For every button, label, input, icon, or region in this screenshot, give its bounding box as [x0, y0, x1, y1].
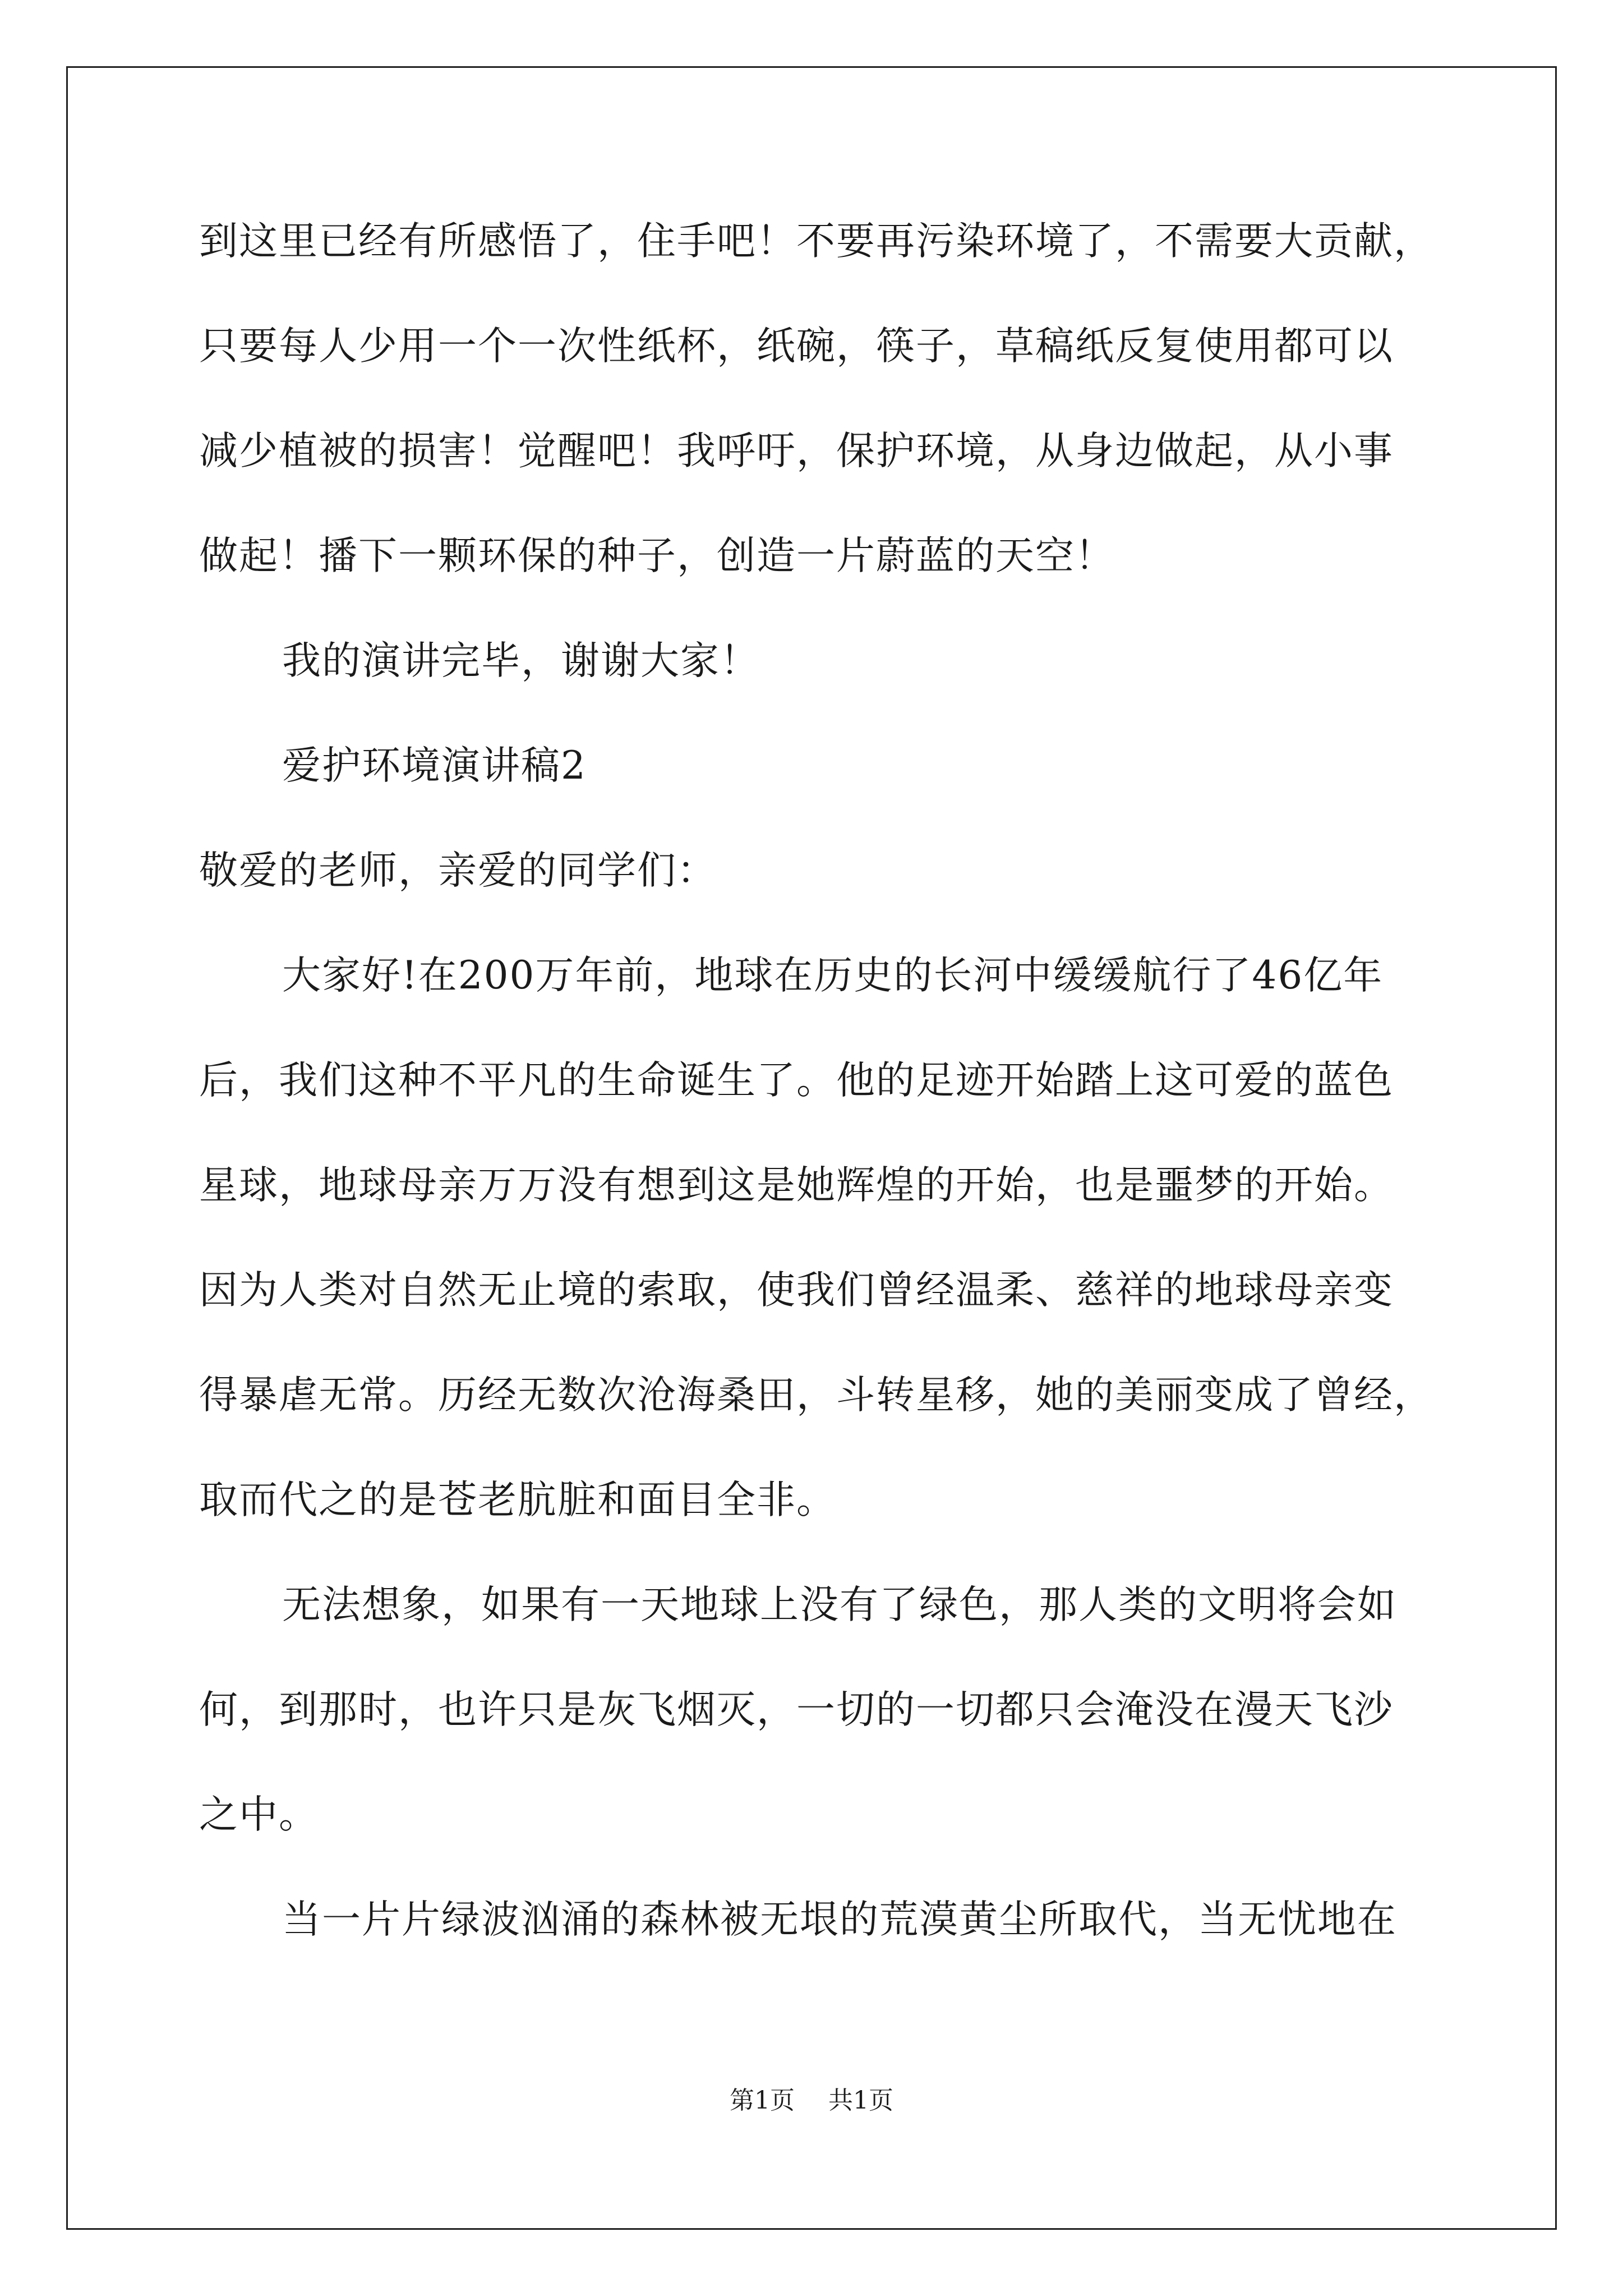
body-text-line: 得暴虐无常。历经无数次沧海桑田，斗转星移，她的美丽变成了曾经， — [199, 1373, 1433, 1418]
body-text-line: 无法想象，如果有一天地球上没有了绿色，那人类的文明将会如 — [282, 1582, 1397, 1627]
page-number: 第1页 — [730, 2086, 795, 2115]
salutation: 敬爱的老师，亲爱的同学们： — [199, 848, 717, 893]
body-text-line: 做起！播下一颗环保的种子，创造一片蔚蓝的天空！ — [199, 533, 1115, 578]
body-text-line: 减少植被的损害！觉醒吧！我呼吁，保护环境，从身边做起，从小事 — [199, 429, 1394, 473]
body-text-line: 取而代之的是苍老肮脏和面目全非。 — [199, 1478, 836, 1522]
body-text-line: 因为人类对自然无止境的索取，使我们曾经温柔、慈祥的地球母亲变 — [199, 1268, 1394, 1313]
body-text-line: 之中。 — [199, 1792, 319, 1837]
page-total: 共1页 — [828, 2086, 893, 2115]
section-heading: 爱护环境演讲稿2 — [282, 743, 587, 788]
body-text-line: 我的演讲完毕，谢谢大家！ — [282, 638, 760, 683]
body-text-line: 大家好!在200万年前，地球在历史的长河中缓缓航行了46亿年 — [282, 953, 1384, 998]
body-text-line: 当一片片绿波汹涌的森林被无垠的荒漠黄尘所取代，当无忧地在 — [282, 1897, 1397, 1942]
body-text-line: 星球，地球母亲万万没有想到这是她辉煌的开始，也是噩梦的开始。 — [199, 1163, 1394, 1208]
body-text-line: 只要每人少用一个一次性纸杯，纸碗，筷子，草稿纸反复使用都可以 — [199, 324, 1394, 369]
body-text-line: 后，我们这种不平凡的生命诞生了。他的足迹开始踏上这可爱的蓝色 — [199, 1058, 1394, 1103]
page-footer — [0, 2084, 1623, 2118]
body-text-line: 何，到那时，也许只是灰飞烟灭，一切的一切都只会淹没在漫天飞沙 — [199, 1687, 1394, 1732]
body-text-line: 到这里已经有所感悟了，住手吧！不要再污染环境了，不需要大贡献， — [199, 219, 1433, 264]
